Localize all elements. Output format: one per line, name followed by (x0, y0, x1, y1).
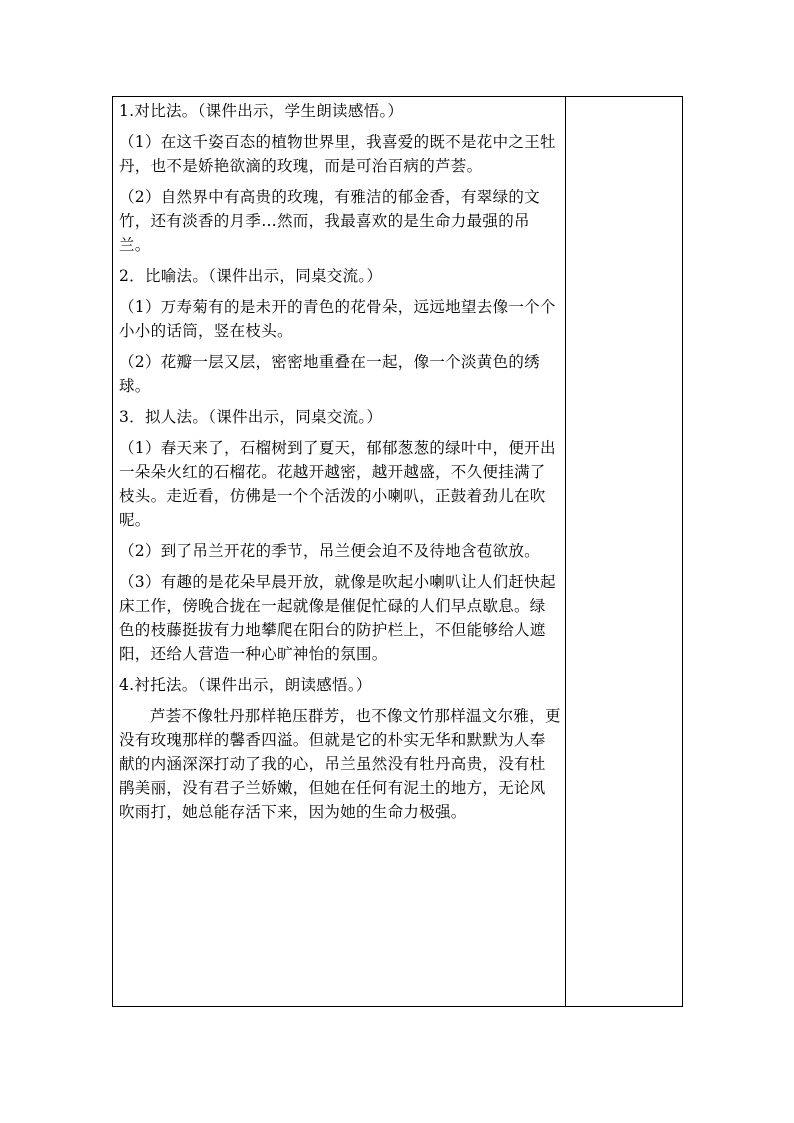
paragraph-contrast-example-1: （1）在这千姿百态的植物世界里，我喜爱的既不是花中之王牡丹，也不是娇艳欲滴的玫瑰，而是可治百病的芦荟。 (119, 133, 556, 175)
paragraph-personification-heading: 3．拟人法。（课件出示，同桌交流。） (119, 408, 383, 426)
paragraph-metaphor-heading: 2．比喻法。（课件出示，同桌交流。） (119, 267, 383, 285)
notes-cell (566, 97, 683, 1007)
content-cell (113, 97, 566, 1007)
table-row (113, 97, 683, 1007)
lesson-table (112, 96, 683, 1007)
paragraph-metaphor-example-1: （1）万寿菊有的是未开的青色的花骨朵，远远地望去像一个个小小的话筒，竖在枝头。 (119, 298, 556, 340)
content-body (113, 97, 565, 824)
paragraph-personification-example-3: （3）有趣的是花朵早晨开放，就像是吹起小喇叭让人们赶快起床工作，傍晚合拢在一起就像是催促忙碌的人们早点歇息。绿色的枝藤挺拔有力地攀爬在阳台的防护栏上，不但能够给人遮阳，还给人营造一种心旷神怡的氛围。 (119, 573, 556, 663)
paragraph-personification-example-1: （1）春天来了，石榴树到了夏天，郁郁葱葱的绿叶中，便开出一朵朵火红的石榴花。花越开越密，越开越盛，不久便挂满了枝头。走近看，仿佛是一个个活泼的小喇叭，正鼓着劲儿在吹呢。 (119, 439, 556, 529)
paragraph-metaphor-example-2: （2）花瓣一层又层，密密地重叠在一起，像一个淡黄色的绣球。 (119, 353, 540, 395)
paragraph-personification-example-2: （2）到了吊兰开花的季节，吊兰便会迫不及待地含苞欲放。 (119, 542, 540, 560)
paragraph-foil-heading: 4.衬托法。（课件出示，朗读感悟。） (119, 676, 372, 694)
paragraph-contrast-heading: 1.对比法。（课件出示，学生朗读感悟。） (119, 102, 404, 120)
paragraph-contrast-example-2: （2）自然界中有高贵的玫瑰，有雅洁的郁金香，有翠绿的文竹，还有淡香的月季…然而，我最喜欢的是生命力最强的吊兰。 (119, 188, 540, 254)
paragraph-foil-example: 芦荟不像牡丹那样艳压群芳，也不像文竹那样温文尔雅，更没有玫瑰那样的馨香四溢。但就是它的朴实无华和默默为人奉献的内涵深深打动了我的心，吊兰虽然没有牡丹高贵，没有杜鹃美丽，没有君子兰娇嫩，但她在任何有泥土的地方，无论风吹雨打，她总能存活下来，因为她的生命力极强。 (119, 707, 561, 821)
